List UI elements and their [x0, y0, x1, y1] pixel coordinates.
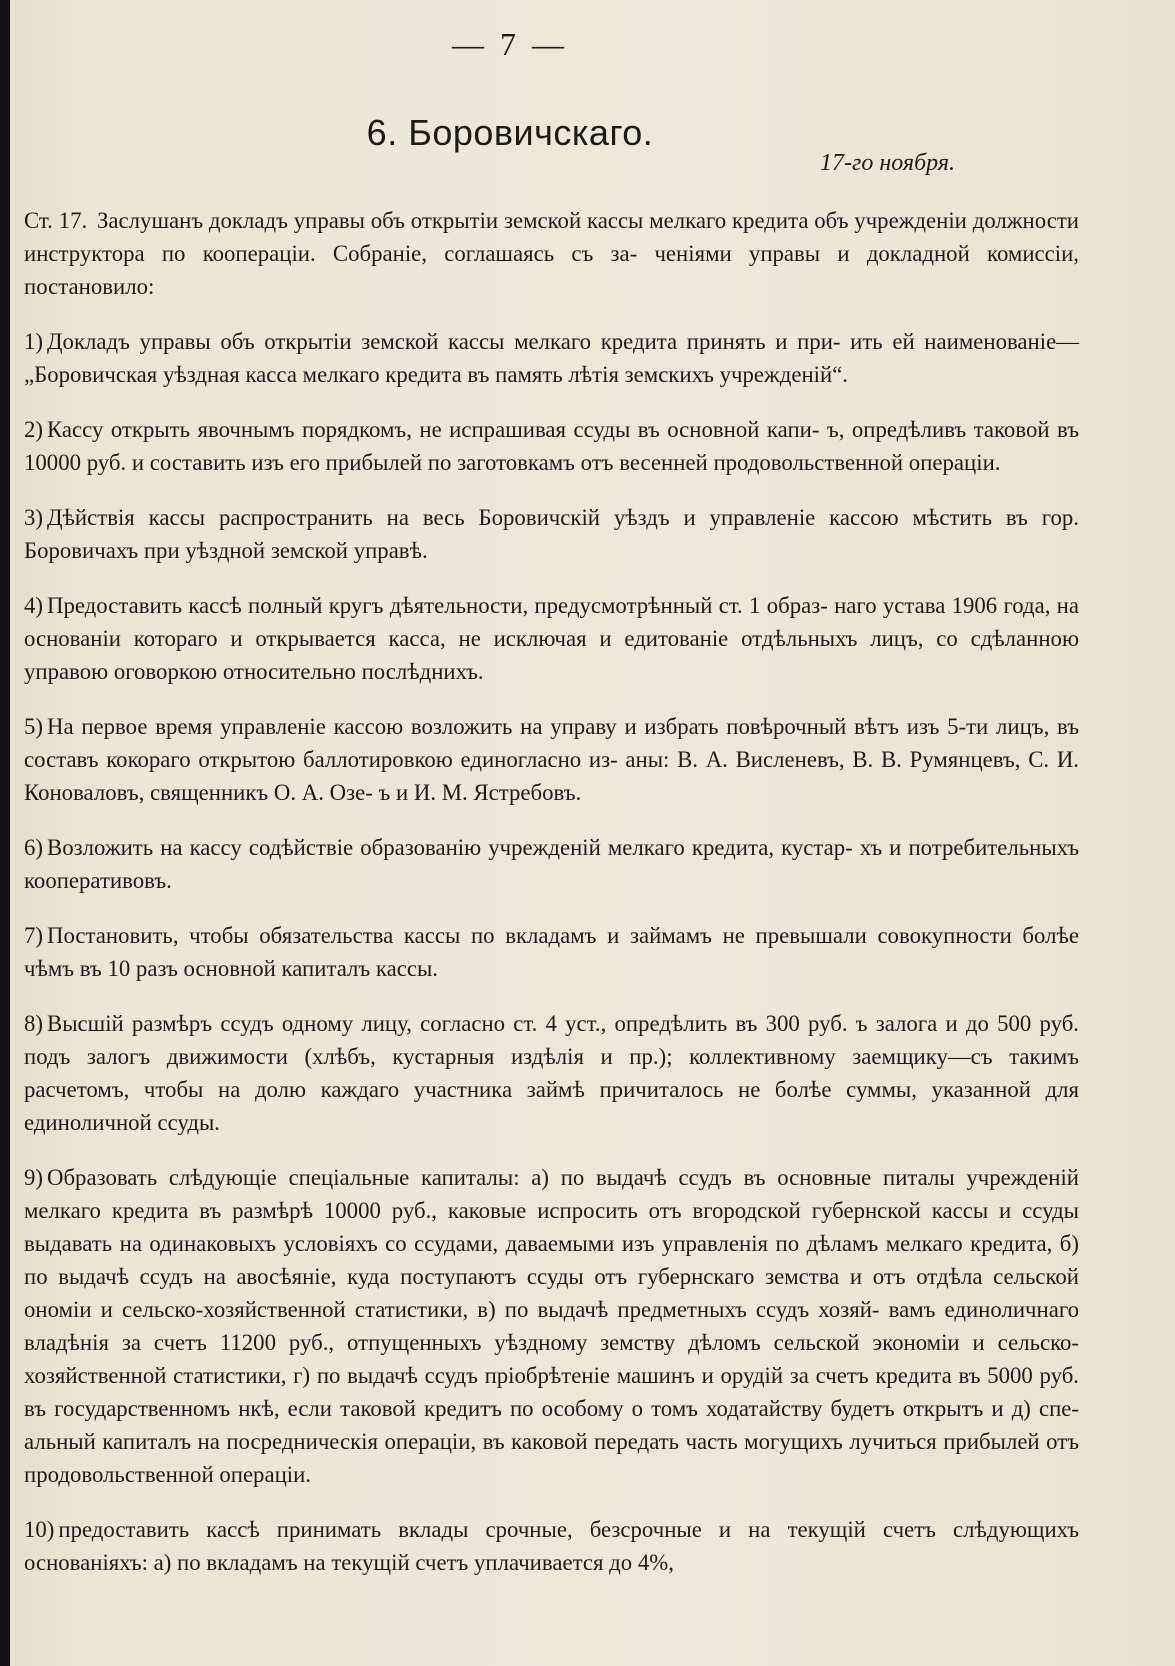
paragraph-text: предоставить кассѣ принимать вклады срочные, безсрочные и на текущій счетъ слѣдующихъ основаніяхъ: а) по вкладамъ на текущій счетъ уплачивается до 4%,: [24, 1517, 1079, 1575]
section-title: 6. Боровичскаго.: [366, 112, 654, 153]
paragraph-item-5: [24, 710, 1079, 809]
paragraph-text: Предоставить кассѣ полный кругъ дѣятельности, предусмотрѣнный ст. 1 образ- наго устава 1906 года, на основаніи котораго и открывается касса, не исключая и едитованіе отдѣльныхъ лицъ, со сдѣланною управою оговоркою относительно послѣднихъ.: [24, 593, 1079, 684]
paragraph-item-6: [24, 831, 1079, 897]
page-number: — 7 —: [452, 26, 568, 62]
paragraph-item-9: [24, 1161, 1079, 1491]
binding-edge: [0, 0, 10, 1666]
paragraph-item-3: [24, 501, 1079, 567]
paragraph-number: 8): [24, 1011, 43, 1036]
paragraph-text: Постановить, чтобы обязательства кассы по вкладамъ и займамъ не превышали совокупности болѣе чѣмъ въ 10 разъ основной капиталъ кассы.: [24, 923, 1079, 981]
paragraph-number: 4): [24, 593, 43, 618]
document-body: [24, 204, 1079, 1601]
paragraph-item-10: [24, 1513, 1079, 1579]
paragraph-text: Высшій размѣръ ссудъ одному лицу, согласно ст. 4 уст., опредѣлить въ 300 руб. ъ залога и до 500 руб. подъ залогъ движимости (хлѣбъ, кустарныя издѣлія и пр.); коллективному заемщику—съ такимъ расчетомъ, чтобы на долю каждаго участника займѣ причиталось не болѣе суммы, указанной для единоличной ссуды.: [24, 1011, 1079, 1135]
document-page: [10, 0, 1175, 1666]
paragraph-item-2: [24, 413, 1079, 479]
paragraph-number: 9): [24, 1165, 43, 1190]
section-date: 17-го ноября.: [819, 150, 955, 176]
paragraph-number: 7): [24, 923, 43, 948]
paragraph-number: Ст. 17.: [24, 208, 88, 233]
paragraph-article-17: [24, 204, 1079, 303]
paragraph-item-7: [24, 919, 1079, 985]
paragraph-text: Кассу открыть явочнымъ порядкомъ, не испрашивая ссуды въ основной капи- ъ, опредѣливъ таковой въ 10000 руб. и составить изъ его прибылей по заготовкамъ отъ весенней продовольственной операціи.: [24, 417, 1079, 475]
paragraph-number: 3): [24, 505, 43, 530]
paragraph-number: 1): [24, 329, 43, 354]
paragraph-text: Заслушанъ докладъ управы объ открытіи земской кассы мелкаго кредита объ учрежденіи должности инструктора по кооперацiи. Собраніе, соглашаясь съ за- ченіями управы и докладной комиссіи, постановило:: [24, 208, 1079, 299]
paragraph-number: 2): [24, 417, 43, 442]
paragraph-text: Докладъ управы объ открытіи земской кассы мелкаго кредита принять и при- ить ей наименованіе—„Боровичская уѣздная касса мелкаго кредита въ память лѣтія земскихъ учрежденій“.: [24, 329, 1079, 387]
paragraph-text: Возложить на кассу содѣйствіе образованію учрежденій мелкаго кредита, кустар- хъ и потребительныхъ кооперативовъ.: [24, 835, 1079, 893]
paragraph-item-4: [24, 589, 1079, 688]
paragraph-text: Дѣйствія кассы распространить на весь Боровичскій уѣздъ и управленіе кассою мѣстить въ гор. Боровичахъ при уѣздной земской управѣ.: [24, 505, 1079, 563]
paragraph-number: 5): [24, 714, 43, 739]
paragraph-number: 6): [24, 835, 43, 860]
paragraph-number: 10): [24, 1517, 55, 1542]
paragraph-text: Образовать слѣдующіе спеціальные капиталы: а) по выдачѣ ссудъ въ основные питалы учрежденій мелкаго кредита въ размѣрѣ 10000 руб., каковые испросить отъ вгородской губернской кассы и ссуды выдавать на одинаковыхъ условіяхъ со ссудами, даваемыми изъ управленія по дѣламъ мелкаго кредита, б) по выдачѣ ссудъ на авосѣяніе, куда поступаютъ ссуды отъ губернскаго земства и отъ отдѣла сельской ономіи и сельско-хозяйственной статистики, в) по выдачѣ предметныхъ ссудъ хозяй- вамъ единоличнаго владѣнія за счетъ 11200 руб., отпущенныхъ уѣздному земству дѣломъ сельской экономіи и сельско-хозяйственной статистики, г) по выдачѣ ссудъ пріобрѣтеніе машинъ и орудій за счетъ кредита въ 5000 руб. въ государственномъ нкѣ, если таковой кредитъ по особому о томъ ходатайству будетъ открытъ и д) спе- альный капиталъ на посредническія операціи, въ каковой передать часть могущихъ лучиться прибылей отъ продовольственной операціи.: [24, 1165, 1079, 1487]
paragraph-item-8: [24, 1007, 1079, 1139]
paragraph-text: На первое время управленіе кассою возложить на управу и избрать повѣрочный вѣтъ изъ 5-ти лицъ, въ составъ кокораго открытою баллотировкою единогласно из- аны: В. А. Висленевъ, В. В. Румянцевъ, С. И. Коноваловъ, священникъ О. А. Озе- ъ и И. М. Ястребовъ.: [24, 714, 1079, 805]
paragraph-item-1: [24, 325, 1079, 391]
